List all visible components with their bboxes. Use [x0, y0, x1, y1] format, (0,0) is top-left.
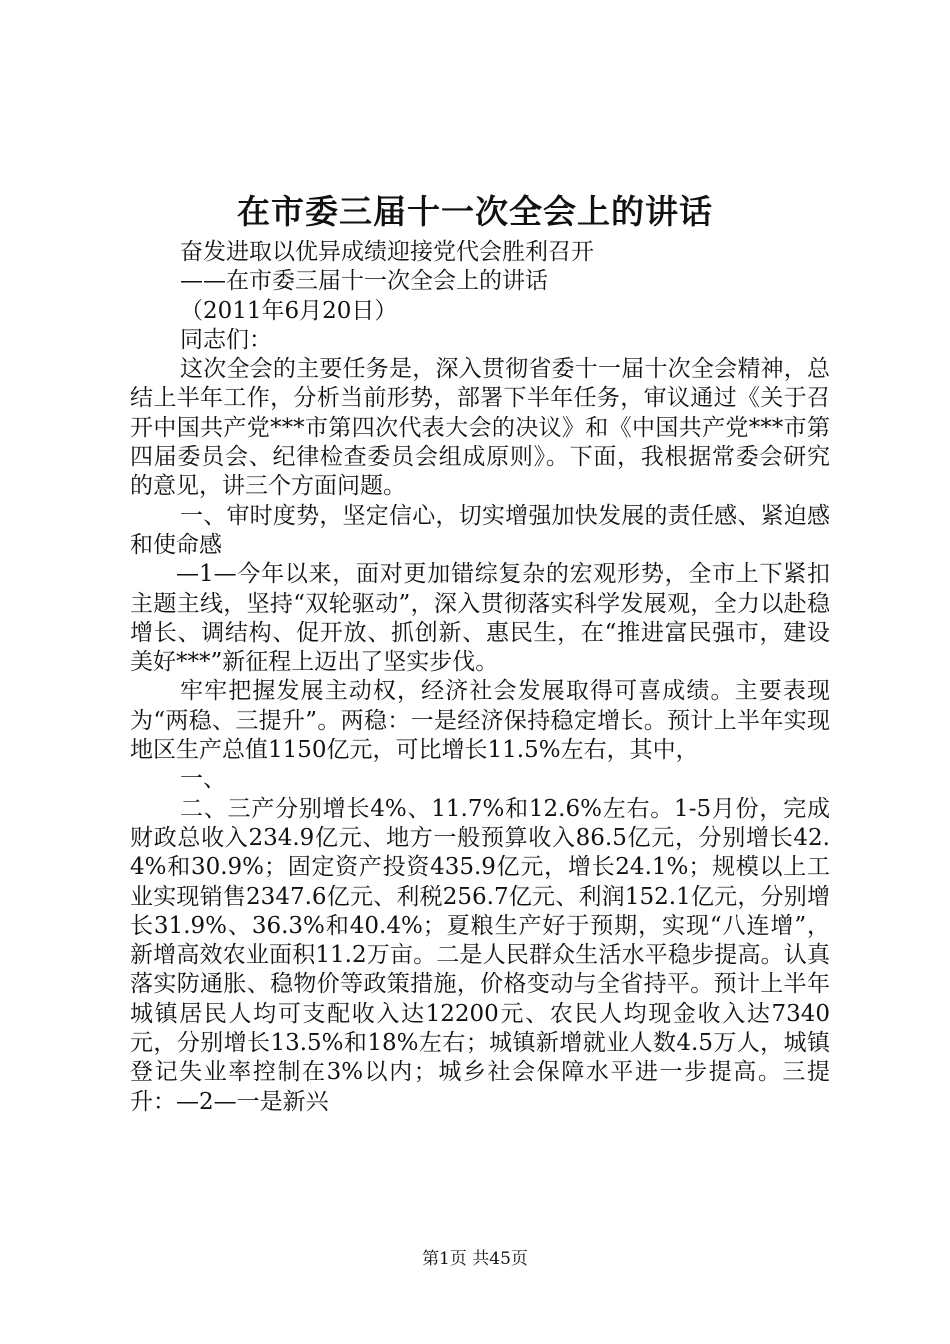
subtitle-secondary: ——在市委三届十一次全会上的讲话: [180, 268, 548, 295]
paragraph: 二、三产分别增长4%、11.7%和12.6%左右。1-5月份，完成财政总收入234.9亿元、地方一般预算收入86.5亿元，分别增长42.4%和30.9%；固定资产投资435.9亿元，增长24.1%；规模以上工业实现销售2347.6亿元、利税256.7亿元、利润152.1亿元，分别增长31.9%、36.3%和40.4%；夏粮生产好于预期，实现“八连增”，新增高效农业面积11.2万亩。二是人民群众生活水平稳步提高。认真落实防通胀、稳物价等政策措施，价格变动与全省持平。预计上半年城镇居民人均可支配收入达12200元、农民人均现金收入达7340元，分别增长13.5%和18%左右；城镇新增就业人数4.5万人，城镇登记失业率控制在3%以内；城乡社会保障水平进一步提高。三提升：—2—一是新兴: [130, 795, 830, 1115]
paragraph: 一、: [180, 766, 226, 793]
paragraph: 这次全会的主要任务是，深入贯彻省委十一届十次全会精神，总结上半年工作，分析当前形势，部署下半年任务，审议通过《关于召开中国共产党***市第四次代表大会的决议》和《中国共产党***市第四届委员会、纪律检查委员会组成原则》。下面，我根据常委会研究的意见，讲三个方面问题。: [130, 356, 830, 500]
paragraph: 牢牢把握发展主动权，经济社会发展取得可喜成绩。主要表现为“两稳、三提升”。两稳：一是经济保持稳定增长。预计上半年实现地区生产总值1150亿元，可比增长11.5%左右，其中，: [130, 678, 830, 764]
speech-date: （2011年6月20日）: [180, 297, 398, 324]
page-footer: 第1页 共45页: [422, 1249, 528, 1269]
section-heading: 一、审时度势，坚定信心，切实增强加快发展的责任感、紧迫感和使命感: [130, 502, 830, 558]
subtitle: 奋发进取以优异成绩迎接党代会胜利召开: [180, 239, 594, 265]
document-body: [130, 238, 830, 1117]
salutation: 同志们：: [180, 326, 272, 353]
document-title: 在市委三届十一次全会上的讲话: [237, 192, 713, 231]
paragraph: —1—今年以来，面对更加错综复杂的宏观形势，全市上下紧扣主题主线，坚持“双轮驱动”，深入贯彻落实科学发展观，全力以赴稳增长、调结构、促开放、抓创新、惠民生，在“推进富民强市，建设美好***”新征程上迈出了坚实步伐。: [130, 561, 830, 676]
